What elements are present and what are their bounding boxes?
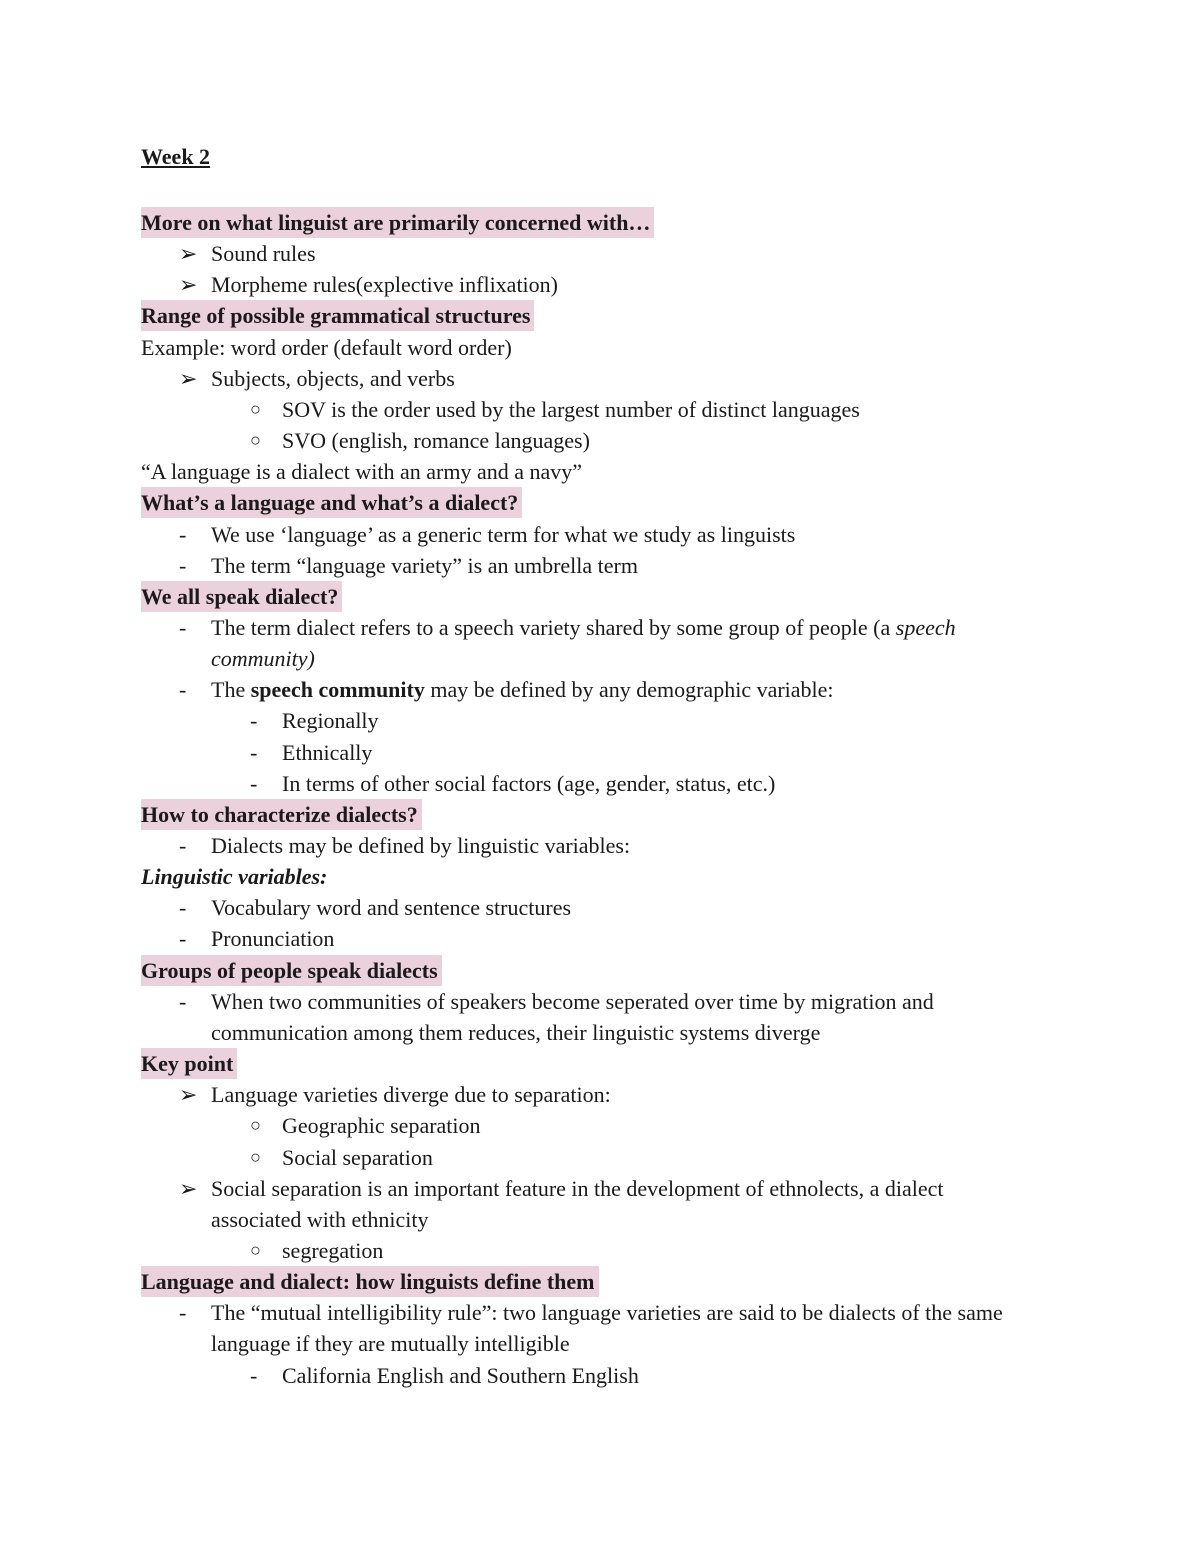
list-item-text bbox=[211, 238, 316, 269]
list-item-text bbox=[211, 986, 934, 1017]
list-item-text bbox=[282, 1142, 433, 1173]
list-item-text-run: Geographic separation bbox=[282, 1113, 481, 1139]
list-item-text bbox=[211, 612, 956, 643]
arrow-bullet-icon: ➢ bbox=[179, 1175, 198, 1201]
list-item-text bbox=[211, 674, 834, 705]
list-item-text bbox=[211, 269, 558, 300]
dash-bullet-icon: - bbox=[250, 739, 258, 765]
dash-bullet-icon: - bbox=[250, 770, 258, 796]
section-heading-text: Key point bbox=[141, 1048, 237, 1079]
list-item-text bbox=[282, 1235, 383, 1266]
list-item-text bbox=[211, 363, 455, 394]
bold-term: speech community bbox=[250, 677, 425, 703]
circle-bullet-icon: ○ bbox=[250, 398, 261, 419]
dash-bullet-icon: - bbox=[179, 615, 187, 640]
list-item-text-run: California English and Southern English bbox=[282, 1362, 639, 1388]
section-heading-text: Language and dialect: how linguists define them bbox=[141, 1266, 599, 1297]
list-item-text-run: In terms of other social factors (age, gender, status, etc.) bbox=[282, 770, 776, 796]
dash-bullet-icon: - bbox=[179, 988, 187, 1014]
list-item-text bbox=[282, 737, 372, 768]
dash-bullet-icon: - bbox=[179, 552, 187, 578]
list-item-text: community) bbox=[211, 646, 315, 672]
section-heading-text: We all speak dialect? bbox=[141, 581, 342, 612]
list-item-text-run: Subjects, objects, and verbs bbox=[211, 365, 455, 391]
list-item-text-run: The bbox=[211, 677, 251, 703]
list-item-text: language if they are mutually intelligible bbox=[211, 1331, 570, 1357]
list-item-text: communication among them reduces, their linguistic systems diverge bbox=[211, 1019, 821, 1045]
dash-bullet-icon: - bbox=[250, 1362, 258, 1388]
circle-bullet-icon: ○ bbox=[250, 1115, 261, 1136]
list-item-text: associated with ethnicity bbox=[211, 1206, 429, 1232]
list-item-text bbox=[211, 830, 630, 861]
list-item-text bbox=[282, 1110, 481, 1141]
dash-bullet-icon: - bbox=[179, 1300, 187, 1326]
italic-term: speech bbox=[895, 615, 956, 640]
list-item-text-run: The “mutual intelligibility rule”: two language varieties are said to be dialects of the same bbox=[211, 1300, 1003, 1326]
list-item-text-run: segregation bbox=[282, 1238, 384, 1263]
list-item-text bbox=[211, 892, 571, 923]
subheading-text: Linguistic variables: bbox=[141, 864, 328, 890]
list-item-text-tail: may be defined by any demographic variable: bbox=[424, 677, 834, 703]
list-item-text-run: The term dialect refers to a speech variety shared by some group of people (a bbox=[211, 615, 896, 640]
list-item-text-run: Morpheme rules(explective inflixation) bbox=[211, 272, 558, 298]
list-item-text bbox=[282, 394, 860, 425]
list-item-text-run: Pronunciation bbox=[211, 926, 335, 952]
list-item-text-run: Sound rules bbox=[211, 241, 316, 267]
list-item-text-run: When two communities of speakers become seperated over time by migration and bbox=[211, 988, 934, 1014]
paragraph-text: “A language is a dialect with an army and a navy” bbox=[141, 459, 583, 485]
dash-bullet-icon: - bbox=[179, 521, 187, 547]
list-item-text bbox=[211, 1297, 1003, 1328]
list-item-text-run: Dialects may be defined by linguistic variables: bbox=[211, 833, 631, 858]
list-item-text bbox=[282, 705, 379, 736]
section-heading-text: What’s a language and what’s a dialect? bbox=[141, 487, 522, 518]
dash-bullet-icon: - bbox=[179, 833, 187, 858]
list-item-text bbox=[211, 923, 334, 954]
list-item-text-run: We use ‘language’ as a generic term for what we study as linguists bbox=[211, 521, 796, 547]
dash-bullet-icon: - bbox=[179, 926, 187, 952]
paragraph-text: Example: word order (default word order) bbox=[141, 334, 512, 360]
list-item-text-run: The term “language variety” is an umbrella term bbox=[211, 552, 638, 578]
circle-bullet-icon: ○ bbox=[250, 1146, 261, 1167]
section-heading-text: More on what linguist are primarily concerned with… bbox=[141, 207, 654, 238]
list-item-text-run: Ethnically bbox=[282, 739, 373, 765]
list-item-text-run: Language varieties diverge due to separation: bbox=[211, 1082, 611, 1108]
list-item-text-run: Regionally bbox=[282, 708, 379, 734]
list-item-text-run: Vocabulary word and sentence structures bbox=[211, 895, 572, 921]
arrow-bullet-icon: ➢ bbox=[179, 241, 198, 267]
list-item-text bbox=[211, 1079, 611, 1110]
list-item-text bbox=[211, 519, 795, 550]
circle-bullet-icon: ○ bbox=[250, 430, 261, 450]
dash-bullet-icon: - bbox=[179, 895, 187, 921]
arrow-bullet-icon: ➢ bbox=[179, 272, 198, 298]
list-item-text-run: Social separation is an important feature in the development of ethnolects, a dialect bbox=[211, 1175, 944, 1201]
circle-bullet-icon: ○ bbox=[250, 1240, 261, 1260]
list-item-text-run: SVO (english, romance languages) bbox=[282, 428, 590, 453]
dash-bullet-icon: - bbox=[179, 677, 187, 703]
page-title: Week 2 bbox=[141, 144, 211, 169]
section-heading-text: Range of possible grammatical structures bbox=[141, 300, 534, 331]
arrow-bullet-icon: ➢ bbox=[179, 1082, 198, 1108]
list-item-text bbox=[282, 1360, 639, 1391]
section-heading-text: How to characterize dialects? bbox=[141, 799, 422, 830]
list-item-text-run: SOV is the order used by the largest number of distinct languages bbox=[282, 396, 860, 422]
section-heading-text: Groups of people speak dialects bbox=[141, 955, 442, 986]
arrow-bullet-icon: ➢ bbox=[179, 365, 198, 391]
list-item-text-run: Social separation bbox=[282, 1144, 433, 1170]
dash-bullet-icon: - bbox=[250, 708, 258, 734]
list-item-text bbox=[211, 1173, 943, 1204]
list-item-text bbox=[282, 768, 775, 799]
list-item-text bbox=[211, 550, 638, 581]
list-item-text bbox=[282, 425, 590, 456]
